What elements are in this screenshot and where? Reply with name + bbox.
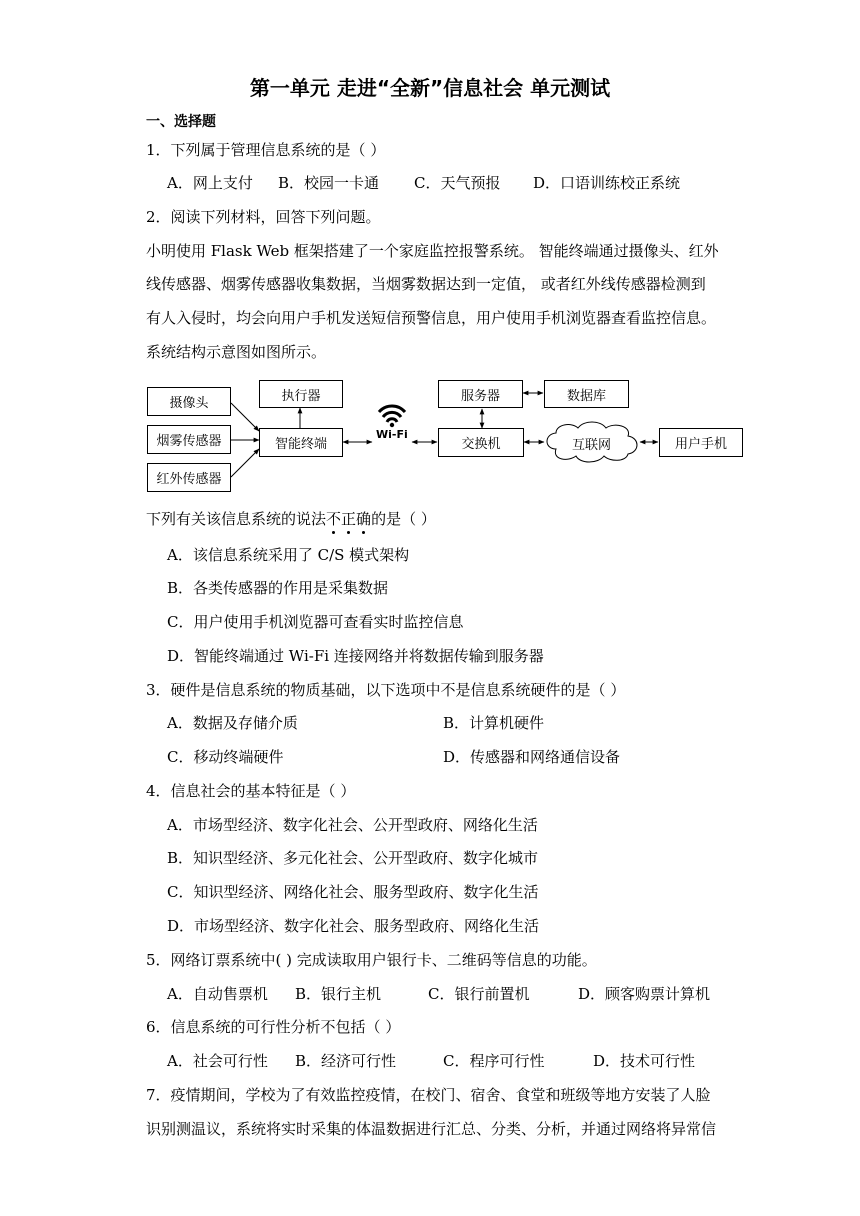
q4-stem: 4．信息社会的基本特征是（ ） <box>146 782 356 800</box>
q6-option-b: B．经济可行性 <box>295 1052 397 1070</box>
q2-question <box>146 509 436 529</box>
wifi-icon <box>379 406 405 427</box>
q2-question-pre: 下列有关该信息系统的说法 <box>146 510 327 528</box>
q2-option-a: A．该信息系统采用了 C/S 模式架构 <box>167 546 410 564</box>
q5-option-b: B．银行主机 <box>295 985 382 1003</box>
q6-option-a: A．社会可行性 <box>167 1052 268 1070</box>
q4-option-c: C．知识型经济、网络化社会、服务型政府、数字化生活 <box>167 883 539 901</box>
q2-option-c: C．用户使用手机浏览器可查看实时监控信息 <box>167 613 464 631</box>
q3-option-b: B．计算机硬件 <box>443 714 545 732</box>
database-node: 数据库 <box>544 380 629 408</box>
q5-stem: 5．网络订票系统中( ) 完成读取用户银行卡、二维码等信息的功能。 <box>146 951 597 969</box>
q6-option-c: C．程序可行性 <box>443 1052 545 1070</box>
q2-emphasis-char: 确 <box>356 510 372 528</box>
q2-question-post: 的是（ ） <box>371 510 436 528</box>
q2-emphasis-char: 不 <box>326 510 342 528</box>
page-title: 第一单元 走进“全新”信息社会 单元测试 <box>249 76 611 100</box>
q2-material-line-1: 小明使用 Flask Web 框架搭建了一个家庭监控报警系统。 智能终端通过摄像头、红外 <box>146 242 719 260</box>
q2-option-d: D．智能终端通过 Wi-Fi 连接网络并将数据传输到服务器 <box>167 647 544 665</box>
section-heading: 一、选择题 <box>146 114 216 130</box>
q3-option-d: D．传感器和网络通信设备 <box>443 748 621 766</box>
infrared-sensor-node: 红外传感器 <box>147 463 231 492</box>
q3-stem: 3．硬件是信息系统的物质基础，以下选项中不是信息系统硬件的是（ ） <box>146 681 626 699</box>
diagram-connectors <box>0 0 860 500</box>
q7-stem-line-2: 识别测温议，系统将实时采集的体温数据进行汇总、分类、分析，并通过网络将异常信 <box>146 1120 717 1138</box>
q1-option-a: A．网上支付 <box>167 174 253 192</box>
q4-option-b: B．知识型经济、多元化社会、公开型政府、数字化城市 <box>167 849 539 867</box>
q4-option-a: A．市场型经济、数字化社会、公开型政府、网络化生活 <box>167 816 538 834</box>
q3-option-c: C．移动终端硬件 <box>167 748 284 766</box>
q1-option-c: C．天气预报 <box>414 174 501 192</box>
q5-option-a: A．自动售票机 <box>167 985 268 1003</box>
q2-stem: 2．阅读下列材料，回答下列问题。 <box>146 208 381 226</box>
q3-option-a: A．数据及存储介质 <box>167 714 298 732</box>
q1-option-b: B．校园一卡通 <box>278 174 380 192</box>
q1-option-d: D．口语训练校正系统 <box>533 174 681 192</box>
server-node: 服务器 <box>438 380 523 408</box>
user-phone-node: 用户手机 <box>659 428 743 457</box>
smart-terminal-node: 智能终端 <box>259 428 343 457</box>
camera-node: 摄像头 <box>147 387 231 416</box>
q2-material-line-2: 线传感器、烟雾传感器收集数据，当烟雾数据达到一定值， 或者红外线传感器检测到 <box>146 275 706 293</box>
wifi-label: Wi-Fi <box>376 428 408 441</box>
q2-material-line-4: 系统结构示意图如图所示。 <box>146 343 327 361</box>
q6-option-d: D．技术可行性 <box>593 1052 696 1070</box>
q7-stem-line-1: 7．疫情期间，学校为了有效监控疫情，在校门、宿舍、食堂和班级等地方安装了人脸 <box>146 1086 711 1104</box>
q5-option-d: D．顾客购票计算机 <box>578 985 711 1003</box>
q5-option-c: C．银行前置机 <box>428 985 530 1003</box>
actuator-node: 执行器 <box>259 380 343 408</box>
q6-stem: 6．信息系统的可行性分析不包括（ ） <box>146 1018 401 1036</box>
q1-stem: 1．下列属于管理信息系统的是（ ） <box>146 141 386 159</box>
smoke-sensor-node: 烟雾传感器 <box>147 425 231 454</box>
internet-node: 互联网 <box>572 438 612 453</box>
q2-emphasis-char: 正 <box>341 510 357 528</box>
q2-option-b: B．各类传感器的作用是采集数据 <box>167 579 389 597</box>
q2-material-line-3: 有人入侵时，均会向用户手机发送短信预警信息，用户使用手机浏览器查看监控信息。 <box>146 309 717 327</box>
q4-option-d: D．市场型经济、数字化社会、服务型政府、网络化生活 <box>167 917 540 935</box>
switch-node: 交换机 <box>438 428 524 457</box>
